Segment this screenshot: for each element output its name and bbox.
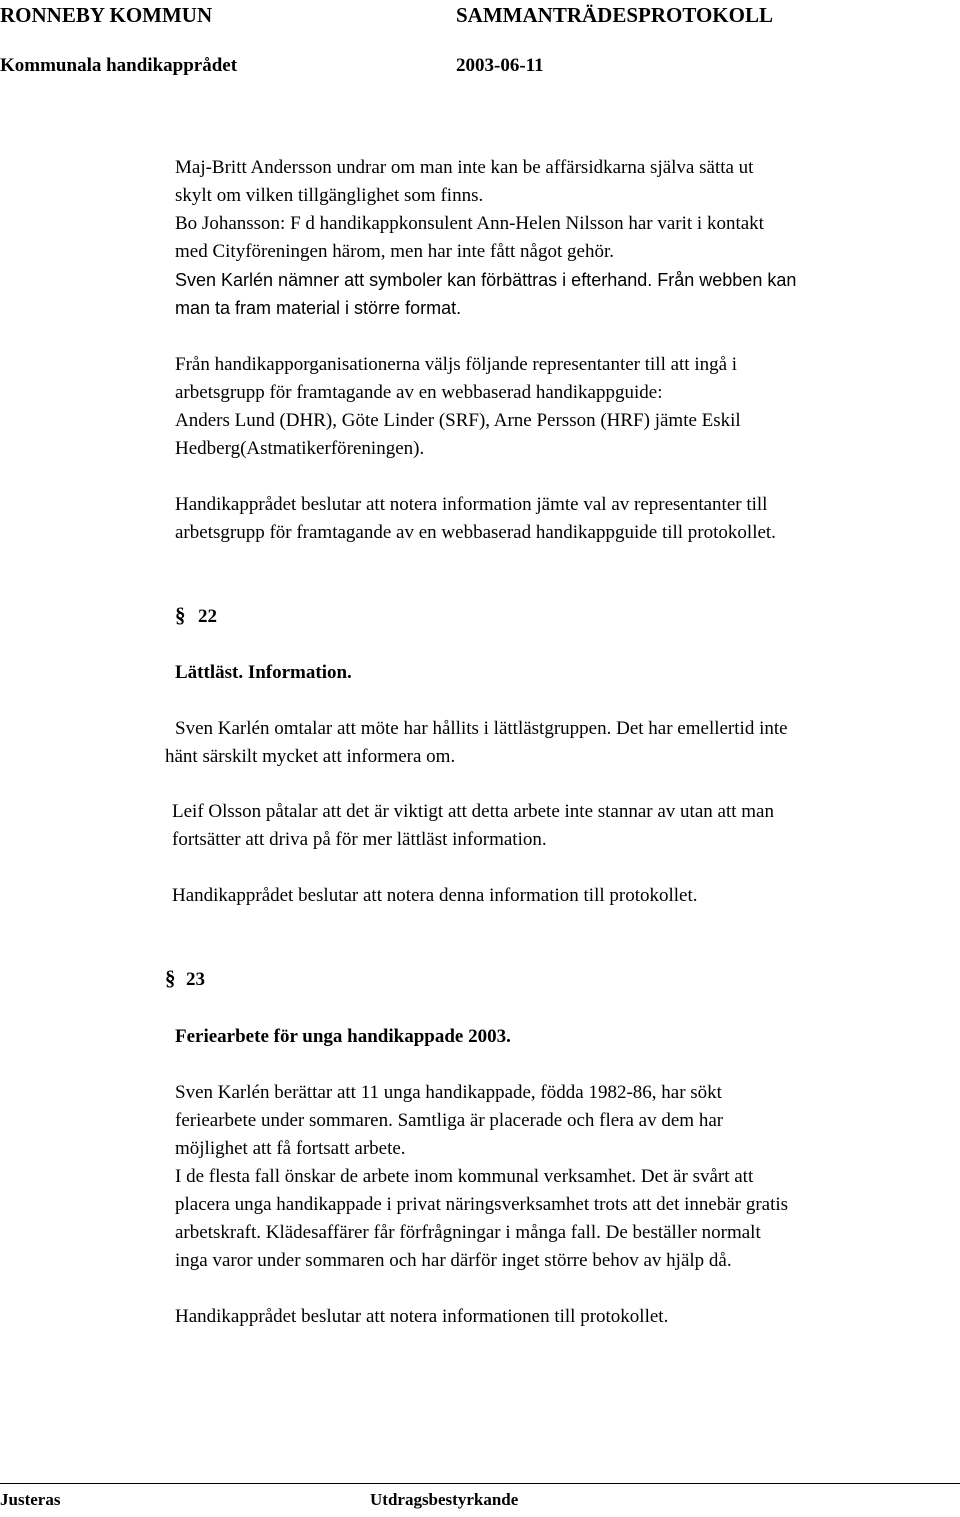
- decision-line: Handikapprådet beslutar att notera informationen till protokollet.: [175, 1306, 669, 1327]
- paragraph-line: fortsätter att driva på för mer lättläst information.: [172, 829, 547, 850]
- intro-line: [175, 266, 796, 294]
- section-title: Feriearbete för unga handikappade 2003.: [175, 1026, 511, 1047]
- section-number: 23: [186, 969, 205, 990]
- reps-line: Hedberg(Astmatikerföreningen).: [175, 438, 425, 459]
- paragraph-line: Leif Olsson påtalar att det är viktigt att detta arbete inte stannar av utan att man: [172, 801, 774, 822]
- section-number: 22: [198, 606, 217, 627]
- section-symbol: §: [165, 966, 176, 990]
- council-name: Kommunala handikapprådet: [0, 55, 238, 76]
- intro-line: skylt om vilken tillgänglighet som finns.: [175, 185, 484, 206]
- paragraph-line: Sven Karlén berättar att 11 unga handikappade, födda 1982-86, har sökt: [175, 1082, 722, 1103]
- paragraph-line: möjlighet att få fortsatt arbete.: [175, 1138, 406, 1159]
- intro-line-part: Sven Karlén nämner att symboler kan förbättras i efterhand.: [175, 270, 653, 290]
- paragraph-line: hänt särskilt mycket att informera om.: [165, 746, 456, 767]
- reps-line: Från handikapporganisationerna väljs följande representanter till att ingå i: [175, 354, 738, 375]
- footer-rule: [0, 1483, 960, 1484]
- footer-justeras: Justeras: [0, 1490, 61, 1509]
- decision-line: Handikapprådet beslutar att notera denna information till protokollet.: [172, 885, 698, 906]
- decision-line: arbetsgrupp för framtagande av en webbaserad handikappguide till protokollet.: [175, 522, 776, 543]
- reps-line: Anders Lund (DHR), Göte Linder (SRF), Arne Persson (HRF) jämte Eskil: [175, 410, 741, 431]
- section-title: Lättläst. Information.: [175, 662, 352, 683]
- paragraph-line: placera unga handikappade i privat näringsverksamhet trots att det innebär gratis: [175, 1194, 789, 1215]
- intro-line: Maj-Britt Andersson undrar om man inte kan be affärsidkarna själva sätta ut: [175, 157, 754, 178]
- paragraph-line: I de flesta fall önskar de arbete inom kommunal verksamhet. Det är svårt att: [175, 1166, 754, 1187]
- document-type: SAMMANTRÄDESPROTOKOLL: [456, 3, 773, 27]
- meeting-date: 2003-06-11: [456, 55, 544, 76]
- reps-line: arbetsgrupp för framtagande av en webbaserad handikappguide:: [175, 382, 663, 403]
- paragraph-line: feriearbete under sommaren. Samtliga är placerade och flera av dem har: [175, 1110, 724, 1131]
- municipality-name: RONNEBY KOMMUN: [0, 3, 213, 27]
- intro-line: med Cityföreningen härom, men har inte fått något gehör.: [175, 241, 614, 262]
- decision-line: Handikapprådet beslutar att notera information jämte val av representanter till: [175, 494, 768, 515]
- section-symbol: §: [175, 603, 186, 627]
- intro-line-part: Från webben kan: [657, 270, 797, 290]
- footer-utdragsbestyrkande: Utdragsbestyrkande: [370, 1490, 519, 1509]
- paragraph-line: inga varor under sommaren och har därför inget större behov av hjälp då.: [175, 1250, 732, 1271]
- intro-line: man ta fram material i större format.: [175, 298, 462, 318]
- intro-line: Bo Johansson: F d handikappkonsulent Ann-Helen Nilsson har varit i kontakt: [175, 213, 764, 234]
- paragraph-line: arbetskraft. Klädesaffärer får förfrågningar i många fall. De beställer normalt: [175, 1222, 761, 1243]
- paragraph-line: Sven Karlén omtalar att möte har hållits i lättlästgruppen. Det har emellertid inte: [175, 718, 788, 739]
